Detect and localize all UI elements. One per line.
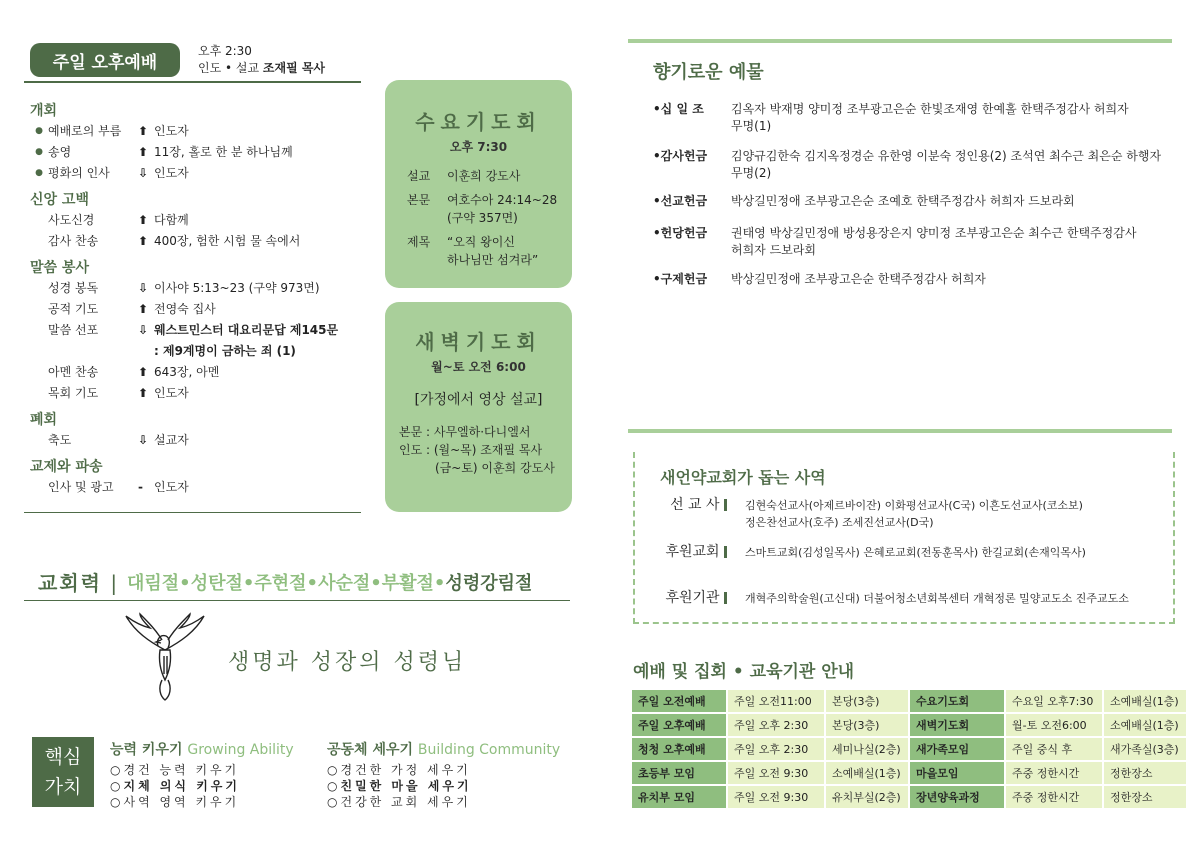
order-row	[30, 298, 360, 319]
order-item-name: 감사 찬송	[48, 234, 99, 248]
schedule-cell: 정한장소	[1104, 762, 1186, 784]
order-item-value: 인도자	[154, 124, 189, 138]
order-arrow-icon: ⬆	[138, 123, 149, 138]
mission-label-text: 선 교 사	[670, 497, 720, 513]
schedule-cell: 주일 오전 9:30	[728, 762, 824, 784]
wednesday-theme-2: 하나님만 섬겨라”	[447, 253, 539, 267]
dove-icon	[120, 612, 210, 702]
schedule-cell: 소예배실(1층)	[1104, 714, 1186, 736]
order-arrow-icon: -	[138, 479, 143, 494]
order-arrow-icon: ⇩	[138, 280, 149, 295]
core-value-ability: 능력 키우기 Growing Ability ○경건 능력 키우기 ○지체 의식 키우기 ○사역 영역 키우기	[110, 742, 294, 809]
calendar-season: 성탄절	[190, 573, 243, 594]
motto: 생명과 성장의 성령님	[228, 650, 467, 675]
schedule-cell: 청청 오후예배	[632, 738, 726, 760]
offering-row	[653, 101, 1163, 135]
schedule-cell: 수요기도회	[910, 690, 1004, 712]
schedule-cell: 장년양육과정	[910, 786, 1004, 808]
dot-separator: •	[370, 573, 382, 594]
calendar-season: 사순절	[318, 573, 371, 594]
dawn-time: 월~토 오전 6:00	[431, 360, 526, 374]
offering-row	[653, 193, 1163, 210]
schedule-row	[632, 786, 1186, 808]
dot-separator: •	[306, 573, 319, 594]
mission-label-text: 후원기관	[665, 590, 720, 606]
core-value-item: ○경건 능력 키우기	[110, 763, 240, 777]
sunday-pm-title: 주일 오후예배	[30, 43, 180, 77]
order-item-value: 11장, 홀로 한 분 하나님께	[154, 145, 293, 159]
order-item-value: 이사야 5:13~23 (구약 973면)	[154, 281, 320, 295]
offering-label: •구제헌금	[653, 272, 708, 286]
core-value-item: ○경건한 가정 세우기	[327, 763, 471, 777]
order-row	[30, 162, 360, 183]
mission-label	[655, 590, 745, 607]
offering-label: •선교헌금	[653, 194, 708, 208]
calendar-season: 대림절	[127, 573, 180, 594]
mission-line: 개혁주의학술원(고신대) 더불어청소년회복센터 개혁정론 밀양교도소 진주교도소	[745, 592, 1129, 605]
order-item-value: 인도자	[154, 386, 189, 400]
schedule-row	[632, 738, 1186, 760]
wednesday-leader: 이훈희 강도사	[447, 169, 521, 183]
schedule-cell: 주일 오후예배	[632, 714, 726, 736]
core-value-item: ○친밀한 마을 세우기	[327, 779, 472, 793]
mission-row	[655, 590, 1129, 607]
schedule-row	[632, 690, 1186, 712]
schedule-cell: 새가족실(3층)	[1104, 738, 1186, 760]
section-fellowship: 교제와 파송	[30, 459, 103, 475]
schedule-cell: 주일 오전 9:30	[728, 786, 824, 808]
order-item-value: 다함께	[154, 213, 189, 227]
dawn-note: [가정에서 영상 설교]	[414, 392, 543, 408]
bullet-icon: ●	[35, 146, 43, 157]
offering-line: 허희자 드보라회	[731, 243, 816, 257]
order-row	[30, 361, 360, 382]
offering-line: 김양규김한숙 김지옥정경순 유한영 이분숙 정인용(2) 조석연 최수근 최은순 하행자	[731, 149, 1162, 163]
mission-line: 김현숙선교사(아제르바이잔) 이화평선교사(C국) 이흔도선교사(코소보)	[745, 499, 1083, 512]
dawn-box	[385, 302, 572, 512]
offering-line: 권태영 박상길민정애 방성용장은지 양미정 조부광고은순 최수근 한택주정감사	[731, 226, 1137, 240]
order-item-value: 643장, 아멘	[154, 365, 220, 379]
mission-title: 새언약교회가 돕는 사역	[660, 468, 826, 487]
order-row	[30, 120, 360, 141]
schedule-cell: 주일 오후 2:30	[728, 714, 824, 736]
dawn-text: 본문 : 사무엘하·다니엘서	[399, 425, 531, 439]
bar-icon	[724, 592, 727, 604]
schedule-cell: 세미나실(2층)	[826, 738, 908, 760]
order-item-value: 전영숙 집사	[154, 302, 216, 316]
section-word: 말씀 봉사	[30, 260, 89, 276]
wednesday-text: 여호수아 24:14~28	[447, 193, 558, 207]
schedule-cell: 본당(3층)	[826, 714, 908, 736]
order-arrow-icon: ⬆	[138, 364, 149, 379]
order-item-name: 공적 기도	[48, 302, 99, 316]
schedule-cell: 수요일 오후7:30	[1006, 690, 1102, 712]
core-values-label: 핵심 가치	[32, 737, 94, 807]
dawn-leader-1: 인도 : (월~목) 조재필 목사	[399, 443, 543, 457]
divider	[628, 39, 1172, 43]
calendar-season: 주현절	[254, 573, 307, 594]
schedule-cell: 주중 정한시간	[1006, 786, 1102, 808]
order-arrow-icon: ⇩	[138, 322, 149, 337]
offering-names	[731, 193, 1163, 210]
schedule-cell: 주일 오전예배	[632, 690, 726, 712]
order-item-value: 설교자	[154, 433, 189, 447]
schedule-cell: 주일 중식 후	[1006, 738, 1102, 760]
offering-label: •십 일 조	[653, 102, 704, 116]
offering-row	[653, 148, 1163, 182]
bullet-icon: ●	[35, 167, 43, 178]
order-of-service	[30, 100, 360, 497]
core-value-community: 공동체 세우기 Building Community ○경건한 가정 세우기 ○친밀한 마을 세우기 ○건강한 교회 세우기	[327, 742, 561, 809]
order-item-name: 예배로의 부름	[48, 124, 122, 138]
schedule-cell: 유치부 모임	[632, 786, 726, 808]
mission-names	[745, 497, 1083, 531]
bar-icon	[724, 499, 727, 511]
schedule-cell: 월-토 오전6:00	[1006, 714, 1102, 736]
order-item-name: 송영	[48, 145, 72, 159]
schedule-cell: 새벽기도회	[910, 714, 1004, 736]
wednesday-time: 오후 7:30	[449, 140, 508, 154]
offering-row	[653, 225, 1163, 259]
order-item-name: 아멘 찬송	[48, 365, 99, 379]
schedule-title: 예배 및 집회 • 교육기관 안내	[633, 662, 855, 682]
mission-line: 정은찬선교사(호주) 조세진선교사(D국)	[745, 516, 934, 529]
order-item-value: 400장, 험한 시험 물 속에서	[154, 234, 301, 248]
divider	[24, 600, 570, 601]
order-arrow-icon: ⬆	[138, 233, 149, 248]
order-arrow-icon: ⬆	[138, 385, 149, 400]
dawn-title: 새벽기도회	[415, 330, 542, 354]
mission-names	[745, 590, 1129, 607]
sunday-pm-leader: 조재필 목사	[262, 61, 326, 75]
dot-separator: •	[179, 573, 191, 594]
schedule-cell: 정한장소	[1104, 786, 1186, 808]
order-row	[30, 319, 360, 340]
mission-label	[655, 544, 745, 561]
order-item-name: 인사 및 광고	[48, 480, 114, 494]
dawn-leader-2: (금~토) 이훈희 강도사	[435, 461, 555, 475]
offerings-title: 향기로운 예물	[653, 62, 764, 83]
order-row	[30, 277, 360, 298]
order-row	[30, 382, 360, 403]
schedule-cell: 소예배실(1층)	[1104, 690, 1186, 712]
section-opening: 개회	[30, 103, 58, 119]
order-row	[30, 209, 360, 230]
offering-line: 박상길민정애 조부광고은순 한택주정감사 허희자	[731, 272, 986, 286]
wednesday-theme-label: 제목	[407, 235, 431, 249]
sunday-pm-time: 오후 2:30	[198, 44, 252, 58]
order-row	[30, 429, 360, 450]
order-item-value: : 제9계명이 금하는 죄 (1)	[154, 344, 296, 358]
schedule-cell: 소예배실(1층)	[826, 762, 908, 784]
offering-line: 무명(2)	[731, 166, 772, 180]
schedule-table	[630, 688, 1188, 810]
order-item-value: 인도자	[154, 166, 189, 180]
schedule-cell: 초등부 모임	[632, 762, 726, 784]
wednesday-title: 수요기도회	[415, 110, 542, 134]
section-closing: 폐회	[30, 412, 58, 428]
offering-names	[731, 271, 1163, 288]
sunday-pm-leader-prefix: 인도 • 설교	[198, 61, 263, 75]
schedule-row	[632, 714, 1186, 736]
order-item-name: 말씀 선포	[48, 323, 99, 337]
calendar-season: 부활절	[381, 573, 434, 594]
order-item-name: 성경 봉독	[48, 281, 99, 295]
order-item-name: 사도신경	[48, 213, 95, 227]
calendar-seasons	[127, 569, 532, 595]
order-arrow-icon: ⇩	[138, 165, 149, 180]
offering-names	[731, 225, 1163, 259]
core-value-item: ○사역 영역 키우기	[110, 795, 240, 809]
dot-separator: •	[242, 573, 255, 594]
order-item-name: 목회 기도	[48, 386, 99, 400]
schedule-cell: 주일 오전11:00	[728, 690, 824, 712]
schedule-cell: 새가족모임	[910, 738, 1004, 760]
schedule-cell: 주중 정한시간	[1006, 762, 1102, 784]
mission-label-text: 후원교회	[665, 544, 720, 560]
order-item-value: 인도자	[154, 480, 189, 494]
mission-row	[655, 497, 1083, 531]
divider	[628, 429, 1172, 433]
calendar-current: 성령강림절	[445, 573, 533, 594]
schedule-row	[632, 762, 1186, 784]
bar-icon	[724, 546, 727, 558]
order-item-value: 웨스트민스터 대요리문답 제145문	[154, 323, 339, 337]
wednesday-leader-label: 설교	[407, 169, 431, 183]
order-arrow-icon: ⬆	[138, 212, 149, 227]
schedule-cell: 본당(3층)	[826, 690, 908, 712]
offering-line: 박상길민정애 조부광고은순 조예호 한택주정감사 허희자 드보라회	[731, 194, 1075, 208]
wednesday-text-label: 본문	[407, 193, 431, 207]
order-arrow-icon: ⇩	[138, 432, 149, 447]
core-value-item: ○건강한 교회 세우기	[327, 795, 471, 809]
wednesday-box	[385, 80, 572, 288]
wednesday-theme-1: “오직 왕이신	[447, 235, 515, 249]
mission-names	[745, 544, 1086, 561]
offering-names	[731, 101, 1163, 135]
schedule-cell: 마을모임	[910, 762, 1004, 784]
section-confession: 신앙 고백	[30, 192, 89, 208]
order-row	[30, 230, 360, 251]
offering-names	[731, 148, 1163, 182]
sunday-pm-info	[198, 43, 325, 77]
offering-row	[653, 271, 1163, 288]
offering-line: 무명(1)	[731, 119, 772, 133]
schedule-cell: 주일 오후 2:30	[728, 738, 824, 760]
offering-label: •헌당헌금	[653, 226, 708, 240]
order-item-name: 축도	[48, 433, 72, 447]
dot-separator: •	[433, 573, 446, 594]
mission-line: 스마트교회(김성일목사) 은혜로교회(전동훈목사) 한길교회(손재익목사)	[745, 546, 1086, 559]
divider	[24, 81, 361, 83]
core-value-item: ○지체 의식 키우기	[110, 779, 240, 793]
offering-line: 김옥자 박재명 양미정 조부광고은순 한빛조재영 한예홀 한택주정감사 허희자	[731, 102, 1129, 116]
calendar-title: 교회력 |	[38, 571, 120, 595]
bullet-icon: ●	[35, 125, 43, 136]
order-arrow-icon: ⬆	[138, 301, 149, 316]
mission-label	[655, 497, 745, 531]
schedule-cell: 유치부실(2층)	[826, 786, 908, 808]
order-arrow-icon: ⬆	[138, 144, 149, 159]
order-row	[30, 141, 360, 162]
wednesday-text-page: (구약 357면)	[447, 211, 518, 225]
divider	[24, 512, 361, 513]
mission-row	[655, 544, 1086, 561]
order-row	[30, 340, 360, 361]
order-row	[30, 476, 360, 497]
offering-label: •감사헌금	[653, 149, 708, 163]
order-item-name: 평화의 인사	[48, 166, 110, 180]
